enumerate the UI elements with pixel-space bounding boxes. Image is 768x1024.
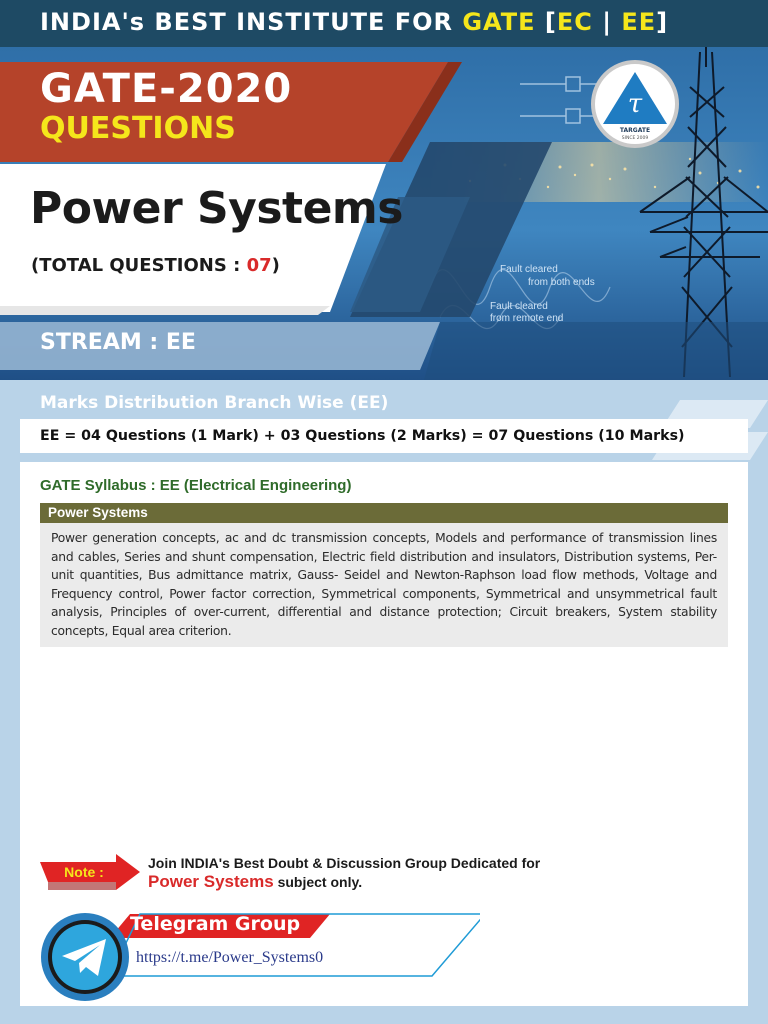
total-prefix: (TOTAL QUESTIONS : (31, 255, 247, 276)
telegram-link[interactable]: https://t.me/Power_Systems0 (136, 949, 324, 966)
triangle-logo-icon (597, 66, 673, 142)
logo-since: SINCE 2009 (621, 136, 649, 141)
gate-year-title: GATE-2020 (40, 66, 293, 112)
note-label: Note : (64, 864, 104, 880)
subject-title: Power Systems (30, 183, 403, 234)
note-arrow-icon (40, 854, 144, 894)
total-count: 07 (246, 255, 272, 276)
banner-ec: EC (556, 8, 593, 36)
hero-bg-label-1: Fault cleared (500, 264, 558, 275)
marks-distribution-title: Marks Distribution Branch Wise (EE) (40, 393, 389, 413)
syllabus-subject-header: Power Systems (40, 503, 728, 523)
syllabus-title: GATE Syllabus : EE (Electrical Engineering) (40, 477, 352, 494)
banner-ee: EE (621, 8, 657, 36)
logo-letters: TARGATE (619, 127, 651, 134)
note-line-2 (148, 872, 362, 892)
questions-word: QUESTIONS (40, 111, 236, 146)
hero-bg-label-3: Fault cleared (490, 301, 548, 312)
note-subject: Power Systems (148, 872, 274, 891)
hero-section (0, 47, 768, 380)
targate-logo (591, 60, 679, 148)
stream-label: STREAM : EE (40, 330, 196, 355)
telegram-icon[interactable] (40, 912, 130, 1002)
banner-sep: | (592, 8, 622, 36)
content-panel (20, 462, 748, 1006)
banner-prefix: INDIA's BEST INSTITUTE FOR (40, 8, 463, 36)
svg-text:τ: τ (627, 89, 643, 119)
hero-bg-label-2: from both ends (528, 277, 595, 288)
syllabus-body: Power generation concepts, ac and dc transmission concepts, Models and performance of transmission lines and cables, Series and shunt compensation, Electric field distribution and insulators, Distribution systems, Per-unit quantities, Bus admittance matrix, Gauss- Seidel and Newton-Raphson load flow methods, Voltage and Frequency control, Power factor correction, Symmetrical components, Symmetrical and unsymmetrical fault analysis, Principles of over-current, differential and distance protection; Circuit breakers, System stability concepts, Equal area criterion. (40, 523, 728, 647)
total-questions (31, 255, 280, 276)
red-band-text (40, 67, 292, 147)
top-banner (0, 0, 768, 47)
hero-bg-label-4: from remote end (490, 313, 564, 324)
marks-distribution-summary: EE = 04 Questions (1 Mark) + 03 Questions (2 Marks) = 07 Questions (10 Marks) (20, 419, 748, 453)
banner-bracket-close: ] (656, 8, 669, 36)
note-line-2-suffix: subject only. (273, 874, 363, 890)
note-line-1: Join INDIA's Best Doubt & Discussion Group Dedicated for (148, 855, 541, 871)
total-suffix: ) (271, 255, 280, 276)
banner-bracket-open: [ (535, 8, 557, 36)
telegram-group-label: Telegram Group (130, 913, 301, 935)
banner-gate: GATE (462, 8, 536, 36)
